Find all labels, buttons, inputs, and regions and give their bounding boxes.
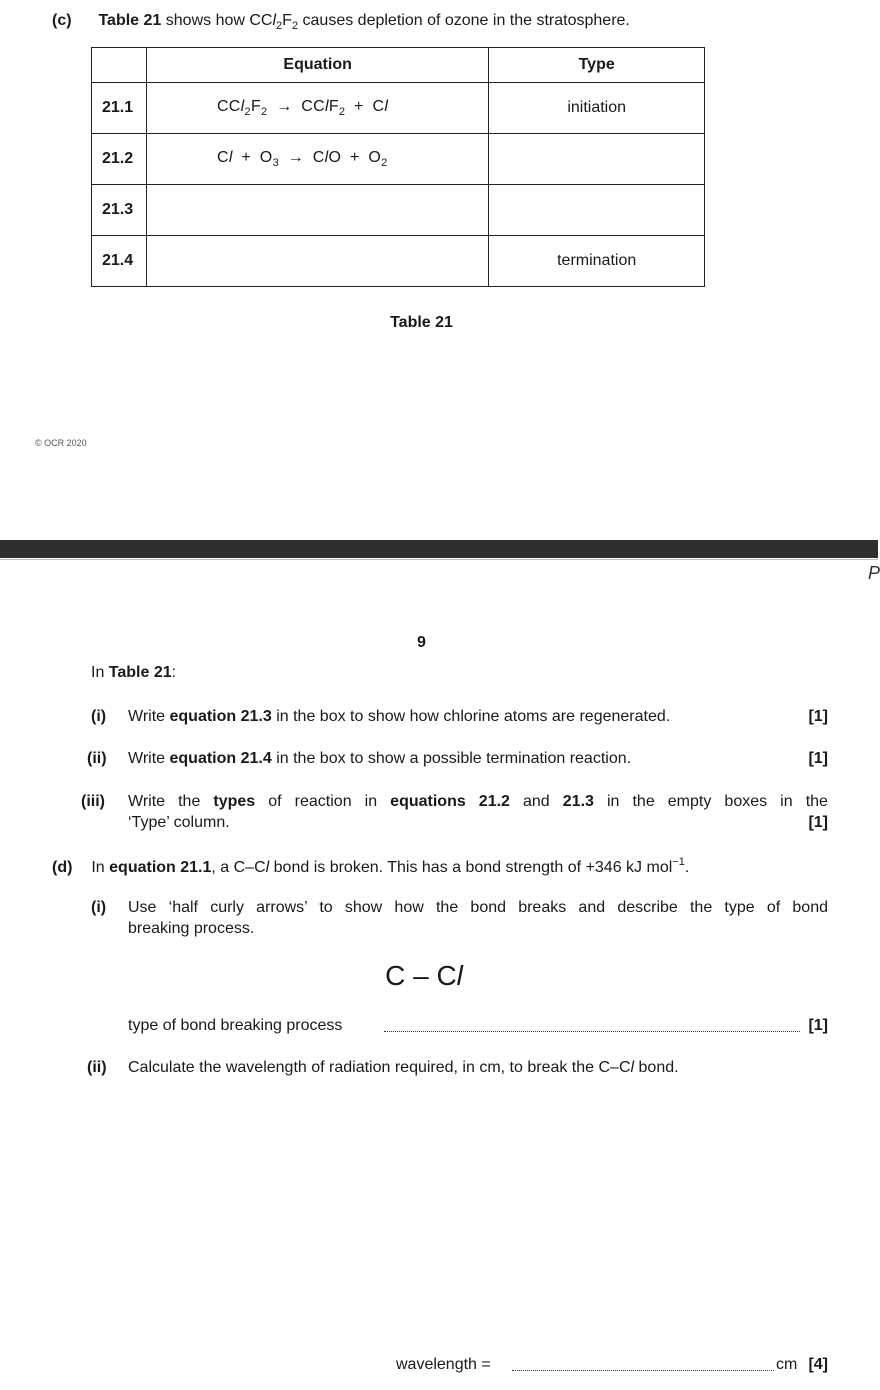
table-row bbox=[92, 236, 705, 287]
part-c-heading bbox=[52, 12, 630, 32]
table-row bbox=[92, 185, 705, 236]
intro-ref: Table 21 bbox=[108, 664, 172, 681]
table-21 bbox=[91, 47, 705, 287]
type-cell: initiation bbox=[489, 83, 705, 134]
page-number: 9 bbox=[417, 634, 426, 651]
equation-cell bbox=[146, 83, 488, 134]
question-label: (ii) bbox=[87, 1059, 107, 1076]
mark: [1] bbox=[808, 1017, 828, 1034]
table-header-row bbox=[92, 48, 705, 83]
header-type: Type bbox=[489, 48, 705, 83]
row-number: 21.4 bbox=[92, 236, 147, 287]
page-divider-line bbox=[0, 559, 878, 560]
question-label: (i) bbox=[91, 899, 107, 916]
unit: cm bbox=[776, 1356, 798, 1373]
wavelength-label: wavelength = bbox=[396, 1356, 491, 1373]
type-cell-empty[interactable] bbox=[489, 185, 705, 236]
page-divider bbox=[0, 540, 878, 558]
intro-suffix: : bbox=[171, 664, 177, 681]
table-row bbox=[92, 134, 705, 185]
mark: [1] bbox=[808, 814, 828, 831]
mark: [1] bbox=[808, 750, 828, 767]
question-text: Write the types of reaction in equations 21.2 and 21.3 in the empty boxes in the bbox=[128, 793, 828, 810]
intro-line bbox=[91, 664, 176, 682]
table-row bbox=[92, 83, 705, 134]
header-num bbox=[92, 48, 147, 83]
equation-21-2: $Cl + O_3$ → ClO + $O_2$ bbox=[216, 149, 388, 169]
part-c-text-before: shows how bbox=[165, 12, 245, 29]
question-text: Write equation 21.4 in the box to show a possible termination reaction. bbox=[128, 750, 632, 767]
question-text-line2: ‘Type’ column. bbox=[128, 814, 230, 831]
part-c-label: (c) bbox=[52, 12, 72, 29]
question-text: Write equation 21.3 in the box to show how chlorine atoms are regenerated. bbox=[128, 708, 671, 725]
mark: [1] bbox=[808, 708, 828, 725]
formula-ccl2f2: $CCl_2F_2$ bbox=[249, 12, 299, 32]
wavelength-answer-line[interactable] bbox=[512, 1370, 774, 1371]
row-number: 21.3 bbox=[92, 185, 147, 236]
row-number: 21.2 bbox=[92, 134, 147, 185]
equation-cell-empty[interactable] bbox=[146, 236, 488, 287]
equation-21-1: $CCl_2F_2$ → CClF$_2$ + Cl bbox=[216, 98, 389, 118]
row-number: 21.1 bbox=[92, 83, 147, 134]
part-d-label: (d) bbox=[52, 859, 73, 876]
type-cell-empty[interactable] bbox=[489, 134, 705, 185]
question-text: Calculate the wavelength of radiation required, in cm, to break the C–Cl bond. bbox=[128, 1059, 679, 1076]
equation-cell bbox=[146, 134, 488, 185]
edge-letter: P bbox=[868, 563, 880, 583]
table-caption: Table 21 bbox=[390, 314, 453, 331]
header-equation: Equation bbox=[146, 48, 488, 83]
copyright: © OCR 2020 bbox=[35, 438, 87, 448]
question-label: (i) bbox=[91, 708, 107, 725]
mark: [4] bbox=[808, 1356, 828, 1373]
question-label: (iii) bbox=[81, 793, 105, 810]
question-text-line2: breaking process. bbox=[128, 920, 255, 937]
intro-prefix: In bbox=[91, 664, 105, 681]
bond-diagram[interactable]: C – Cl bbox=[385, 960, 463, 991]
part-c-text-after: causes depletion of ozone in the stratosphere. bbox=[302, 12, 630, 29]
part-d-heading: (d) In equation 21.1, a C–Cl bond is broken. This has a bond strength of +346 kJ mol$^{-1}$. bbox=[52, 856, 690, 876]
equation-cell-empty[interactable] bbox=[146, 185, 488, 236]
table-ref: Table 21 bbox=[98, 12, 162, 29]
question-text: Use ‘half curly arrows’ to show how the bond breaks and describe the type of bond bbox=[128, 899, 828, 916]
type-cell: termination bbox=[489, 236, 705, 287]
answer-label: type of bond breaking process bbox=[128, 1017, 343, 1034]
answer-line[interactable] bbox=[384, 1031, 800, 1032]
question-label: (ii) bbox=[87, 750, 107, 767]
